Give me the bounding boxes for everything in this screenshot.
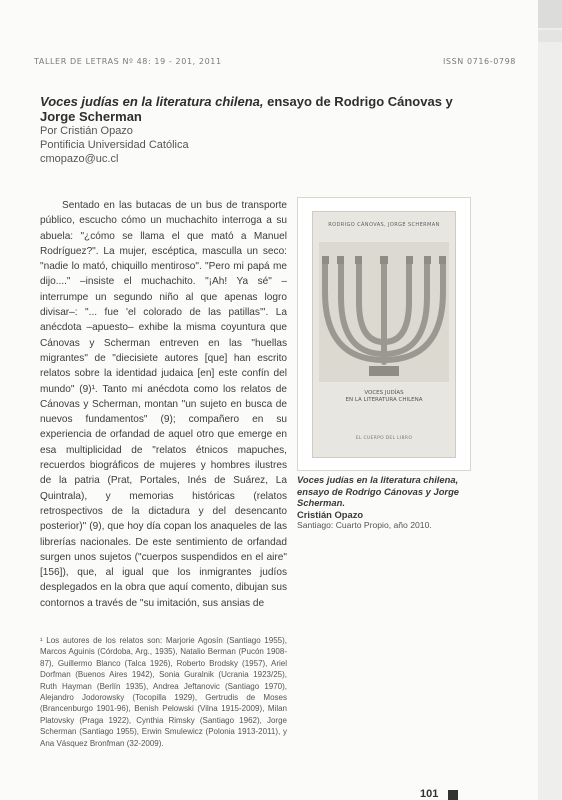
book-cover-figure bbox=[297, 197, 471, 471]
caption-source: Santiago: Cuarto Propio, año 2010. bbox=[297, 520, 432, 530]
page-edge bbox=[538, 0, 562, 800]
caption-title: Voces judías en la literatura chilena, ensayo de Rodrigo Cánovas y Jorge Scherman. bbox=[297, 474, 460, 508]
author-affiliation: Pontificia Universidad Católica bbox=[40, 139, 189, 151]
page-edge-mark bbox=[538, 30, 562, 42]
author-block bbox=[40, 124, 189, 166]
cover-title-sub: EN LA LITERATURA CHILENA bbox=[345, 397, 423, 403]
figure-caption bbox=[297, 474, 475, 532]
cover-authors: RODRIGO CÁNOVAS, JORGE SCHERMAN bbox=[328, 222, 440, 228]
cover-publisher: EL CUERPO DEL LIBRO bbox=[355, 436, 413, 441]
cover-title-main: VOCES JUDÍAS bbox=[364, 390, 404, 396]
author-email: cmopazo@uc.cl bbox=[40, 153, 119, 165]
body-text: Sentado en las butacas de un bus de transporte público, escucho cómo un muchachito interroga a su abuela: "¿cómo se llama el que mató a Manuel Rodríguez?". La mujer, escéptica, masculla un seco: "nadie lo mató, chiquillo mentiroso". "Pero mi papá me dijo...." –insiste el muchachito. "¡Ah! Ya sé" –interrumpe un segundo niño al que apenas logro divisar–: "... fue 'el colorado de las patillas'". La anécdota –apuesto– exhibe la misma coyuntura que Cánovas y Scherman entreven en las "huellas migrantes" de "diecisiete autores [que] han escrito relatos sobre la identidad judaica [en] este confín del mundo" (9)¹. Tanto mi anécdota como los relatos de Cánovas y Scherman, montan "un sujeto en busca de nuevos fundamentos" (9); compañero en su experiencia de orfandad de aquel otro que emerge en esa multiplicidad de "relatos étnicos mapuches, recuerdos biográficos de mujeres y hombres ilustres de la patria (Prat, Portales, Inés de Suárez, La Quintrala), y memorias históricas (relatos retrospectivos de la dictadura y del desencanto posterior)" (9), que hoy día copan los anaqueles de las librerías nacionales. De este sentimiento de orfandad surgen unos sujetos ("cuerpos suspendidos en el aire" [156]), que, al igual que los inmigrantes judíos desplegados en la obra que aquí comento, dibujan sus contornos a través de "su imitación, sus ansias de bbox=[40, 200, 287, 609]
menorah-illustration bbox=[319, 242, 449, 382]
page-number: 101 bbox=[420, 788, 439, 800]
page-marker bbox=[448, 790, 458, 800]
article-title bbox=[40, 94, 470, 124]
book-title: Voces judías en la literatura chilena, bbox=[40, 94, 264, 109]
book-cover bbox=[312, 211, 456, 458]
issn: ISSN 0716-0798 bbox=[442, 57, 516, 66]
journal-citation: TALLER DE LETRAS Nº 48: 19 - 201, 2011 bbox=[34, 57, 222, 66]
author-name: Por Cristián Opazo bbox=[40, 125, 133, 137]
footnote: ¹ Los autores de los relatos son: Marjorie Agosín (Santiago 1955), Marcos Aguinis (Córdoba, Arg., 1935), Natalio Berman (Pucón 1908-87), Guillermo Blanco (Talca 1926), Roberto Brodsky (1957), Ariel Dorfman (Buenos Aires 1942), Sonia Guralnik (Ucrania 1923/25), Ruth Hayman (Berlín 1935), Andrea Jeftanovic (Santiago 1970), Alejandro Jodorowsky (Tocopilla 1929), Gertrudis de Moses (Brancenburgo 1901-96), Benish Pelowski (Vilna 1915-2009), Milan Platovsky (Praga 1922), Cynthia Rimsky (Santiago 1962), Jorge Scherman (Santiago 1955), Erwin Smulewicz (Polonia 1913-2011), y Ana Vásquez Bronfman (32-2009). bbox=[40, 636, 287, 748]
cover-title bbox=[323, 390, 445, 404]
caption-author: Cristián Opazo bbox=[297, 508, 364, 520]
running-header bbox=[34, 57, 516, 69]
page-edge-top bbox=[538, 0, 562, 28]
title-rest: ensayo de Rodrigo Cánovas y Jorge Scherman bbox=[40, 94, 453, 124]
